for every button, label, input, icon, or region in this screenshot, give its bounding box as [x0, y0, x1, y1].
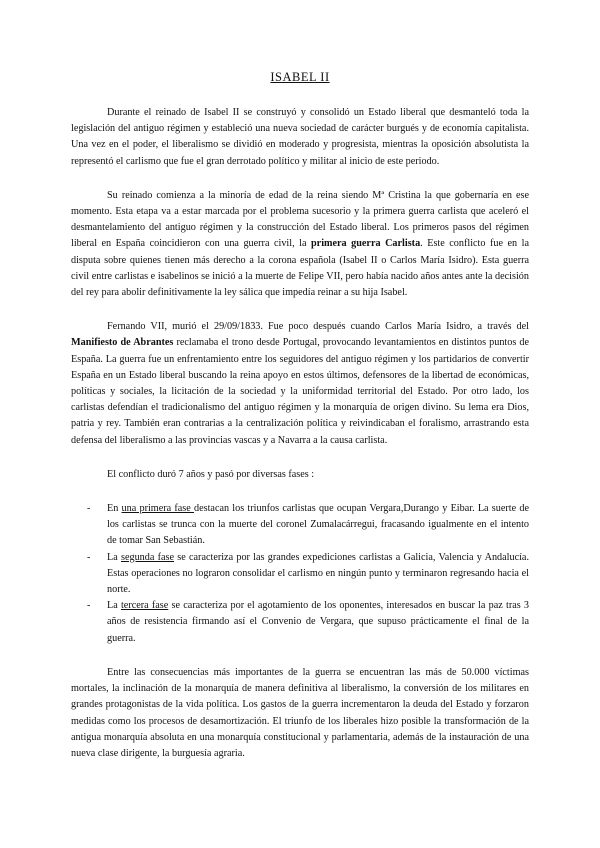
phases-list — [71, 501, 529, 647]
text-run: La — [107, 551, 121, 563]
text-run: destacan los triunfos carlistas que ocupan Vergara,Durango y Eibar. La suerte de los carlistas se trunca con la muerte del coronel Zumalacárregui, fracasando igualmente en el intento de tomar San Sebastián. — [107, 503, 529, 547]
text-run: se caracteriza por las grandes expediciones carlistas a Galicia, Valencia y Andalucía. Estas operaciones no lograron consolidar el carlismo en ningún punto y terminaron regresando hacia el norte. — [107, 551, 529, 596]
text-run: . Este conflicto fue en la disputa sobre quienes tienen más derecho a la corona española (Isabel II o Carlos María Isidro). Esta guerra civil entre carlistas e isabelinos se inició a la muerte de Felipe VII, pero había nacido años antes ante la decisión del rey para abolir definitivamente la ley sálica que impedía reinar a su hija Isabel. — [71, 238, 529, 299]
list-dash: - — [87, 551, 91, 563]
list-item — [71, 550, 529, 599]
paragraph-reign-start — [71, 188, 529, 301]
list-item — [71, 501, 529, 550]
underlined-phase-label: segunda fase — [121, 551, 175, 563]
paragraph-phases-intro: El conflicto duró 7 años y pasó por diversas fases : — [107, 468, 315, 480]
page-title: ISABEL II — [270, 70, 330, 84]
text-run: En — [107, 503, 122, 515]
list-dash: - — [87, 600, 91, 612]
bold-term-manifiesto-abrantes: Manifiesto de Abrantes — [71, 337, 174, 349]
text-run: Su reinado comienza a la minoría de edad de la reina siendo Mª Cristina la que gobernaría en ese momento. Esta etapa va a estar marcada por el problema sucesorio y la primera guerra carlista que aceleró el desmantelamiento del antiguo régimen y la construcción del Estado liberal. Los primeros pasos del régimen liberal en España coincidieron con una guerra civil, la — [71, 189, 529, 250]
paragraph-intro: Durante el reinado de Isabel II se construyó y consolidó un Estado liberal que desmanteló toda la legislación del antiguo régimen y estableció una nueva sociedad de carácter burgués y de economía capitalista. Una vez en el poder, el liberalismo se dividió en moderado y progresista, mientras la oposición absolutista la representó el carlismo que fue el gran derrotado político y militar al inicio de este periodo. — [71, 107, 529, 167]
text-run: Fernando VII, murió el 29/09/1833. Fue poco después cuando Carlos María Isidro, a través del — [107, 321, 529, 333]
underlined-phase-label: una primera fase — [121, 503, 195, 515]
list-dash: - — [87, 503, 91, 515]
bold-term-primera-guerra-carlista: primera guerra Carlista — [311, 238, 421, 250]
text-run: se caracteriza por el agotamiento de los oponentes, interesados en buscar la paz tras 3 años de resistencia firmando así el Convenio de Vergara, que supuso prácticamente el final de la guerra. — [107, 600, 530, 644]
paragraph-consequences: Entre las consecuencias más importantes de la guerra se encuentran las más de 50.000 víctimas mortales, la inclinación de la monarquía de manera definitiva al liberalismo, la conversión de los militares en grandes protagonistas de la vida política. Los gastos de la guerra incrementaron la deuda del Estado y forzaron medidas como los procesos de desamortización. El triunfo de los liberales hizo posible la transformación de la antigua monarquía absoluta en una monarquía constitucional y parlamentaria, además de la instauración de una nueva clase dirigente, la burguesía agraria. — [71, 666, 529, 759]
underlined-phase-label: tercera fase — [120, 600, 169, 612]
paragraph-fernando-vii — [71, 319, 529, 449]
list-item — [71, 598, 529, 647]
text-run: reclamaba el trono desde Portugal, provocando levantamientos en distintos puntos de España. La guerra fue un enfrentamiento entre los seguidores del antiguo régimen y los partidarios de convertir España en un Estado liberal buscando la reina apoyo en estos últimos, defensores de la libertad de económicas, políticas y sociales, la licitación de la sociedad y la uniformidad territorial del Estado. Por otro lado, los carlistas defendían el tradicionalismo del antiguo régimen y la monarquía de origen divino. Su lema era Dios, patria y rey. También eran contrarias a la centralización política y reivindicaban el foralismo, arrastrando esta defensa del liberalismo a las provincias vascas y a Navarra a la causa carlista. — [71, 337, 529, 446]
text-run: La — [107, 600, 121, 612]
